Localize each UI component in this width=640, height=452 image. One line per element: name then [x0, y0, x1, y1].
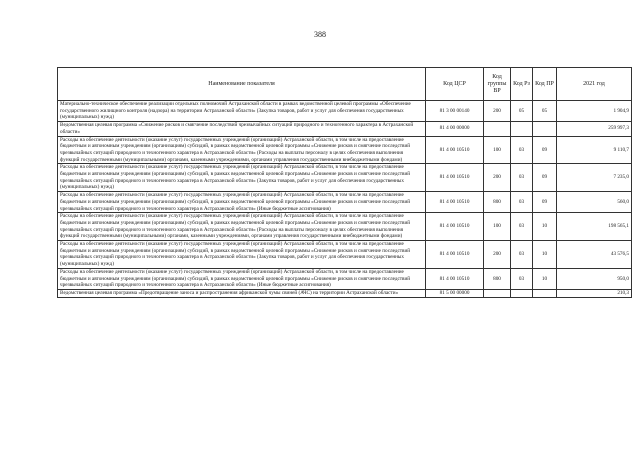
row-pr: 10	[533, 241, 557, 269]
row-amount: 198 565,1	[557, 213, 632, 241]
row-amount: 560,0	[557, 192, 632, 213]
row-pr: 05	[533, 101, 557, 122]
row-name: Ведомственная целевая программа «Снижение рисков и смягчение последствий чрезвычайных ситуаций природного и техногенного характера в Астраханской области»	[58, 122, 426, 136]
row-name: Расходы на обеспечение деятельности (оказание услуг) государственных учреждений (организаций) Астраханской области, в том числе на предоставление бюджетным и автономным учреждениям (организациям) субсидий, в рамках ведомственной целевой программы «Снижение рисков и смягчение последствий чрезвычайных ситуаций природного и техногенного характера в Астраханской области» (Закупка товаров, работ и услуг для обеспечения государственных (муниципальных) нужд)	[58, 241, 426, 269]
header-year: 2021 год	[557, 68, 632, 101]
row-csr: 81 4 00 00000	[426, 122, 484, 136]
row-name: Расходы на обеспечение деятельности (оказание услуг) государственных учреждений (организаций) Астраханской области, в том числе на предоставление бюджетным и автономным учреждениям (организациям) субсидий, в рамках ведомственной целевой программы «Снижение рисков и смягчение последствий чрезвычайных ситуаций природного и техногенного характера в Астраханской области» (Расходы на выплаты персоналу в целях обеспечения выполнения функций государственными (муниципальными) органами, казенными учреждениями, органами управления государственными внебюджетными фондами)	[58, 136, 426, 164]
row-amount: 1 904,9	[557, 101, 632, 122]
row-amount: 43 576,5	[557, 241, 632, 269]
table-row	[58, 268, 632, 289]
table-row	[58, 136, 632, 164]
budget-table	[57, 67, 632, 298]
row-pr	[533, 122, 557, 136]
row-csr: 81 4 00 10510	[426, 213, 484, 241]
row-rz: 03	[511, 241, 533, 269]
row-name: Ведомственная целевая программа «Предотвращение заноса и распространения африканской чумы свиней (АЧС) на территории Астраханской области»	[58, 289, 426, 297]
row-rz	[511, 289, 533, 297]
table-row	[58, 289, 632, 297]
header-csr: Код ЦСР	[426, 68, 484, 101]
row-rz: 05	[511, 101, 533, 122]
row-pr	[533, 289, 557, 297]
row-rz: 03	[511, 164, 533, 192]
row-vr: 100	[484, 213, 511, 241]
row-pr: 10	[533, 268, 557, 289]
row-pr: 09	[533, 136, 557, 164]
row-amount: 259 997,3	[557, 122, 632, 136]
row-pr: 09	[533, 164, 557, 192]
row-name: Расходы на обеспечение деятельности (оказание услуг) государственных учреждений (организаций) Астраханской области, в том числе на предоставление бюджетным и автономным учреждениям (организациям) субсидий, в рамках ведомственной целевой программы «Снижение рисков и смягчение последствий чрезвычайных ситуаций природного и техногенного характера в Астраханской области» (Закупка товаров, работ и услуг для обеспечения государственных (муниципальных) нужд)	[58, 164, 426, 192]
row-vr	[484, 122, 511, 136]
row-csr: 81 4 00 10510	[426, 268, 484, 289]
row-rz: 03	[511, 268, 533, 289]
row-pr: 09	[533, 192, 557, 213]
row-rz: 03	[511, 136, 533, 164]
row-vr: 200	[484, 241, 511, 269]
row-vr: 800	[484, 268, 511, 289]
row-name: Расходы на обеспечение деятельности (оказание услуг) государственных учреждений (организаций) Астраханской области, в том числе на предоставление бюджетным и автономным учреждениям (организациям) субсидий, в рамках ведомственной целевой программы «Снижение рисков и смягчение последствий чрезвычайных ситуаций природного и техногенного характера в Астраханской области» (Иные бюджетные ассигнования)	[58, 268, 426, 289]
row-name: Расходы на обеспечение деятельности (оказание услуг) государственных учреждений (организаций) Астраханской области, в том числе на предоставление бюджетным и автономным учреждениям (организациям) субсидий, в рамках ведомственной целевой программы «Снижение рисков и смягчение последствий чрезвычайных ситуаций природного и техногенного характера в Астраханской области» (Расходы на выплаты персоналу в целях обеспечения выполнения функций государственными (муниципальными) органами, казенными учреждениями, органами управления государственными внебюджетными фондами)	[58, 213, 426, 241]
table-row	[58, 213, 632, 241]
table-row	[58, 122, 632, 136]
row-csr: 81 3 00 00140	[426, 101, 484, 122]
row-csr: 81 4 00 10510	[426, 192, 484, 213]
table-row	[58, 101, 632, 122]
row-rz	[511, 122, 533, 136]
row-vr: 800	[484, 192, 511, 213]
row-csr: 81 4 00 10510	[426, 136, 484, 164]
row-name: Расходы на обеспечение деятельности (оказание услуг) государственных учреждений (организаций) Астраханской области, в том числе на предоставление бюджетным и автономным учреждениям (организациям) субсидий, в рамках ведомственной целевой программы «Снижение рисков и смягчение последствий чрезвычайных ситуаций природного и техногенного характера в Астраханской области» (Иные бюджетные ассигнования)	[58, 192, 426, 213]
row-name: Материально-техническое обеспечение реализации отдельных полномочий Астраханской области в рамках ведомственной целевой программы «Обеспечение государственного жилищного контроля (надзора) на территории Астраханской области» (Закупка товаров, работ и услуг для обеспечения государственных (муниципальных) нужд)	[58, 101, 426, 122]
row-amount: 210,3	[557, 289, 632, 297]
row-vr: 100	[484, 136, 511, 164]
table-header-row	[58, 68, 632, 101]
row-csr: 81 4 00 10510	[426, 241, 484, 269]
table-row	[58, 241, 632, 269]
row-csr: 81 4 00 10510	[426, 164, 484, 192]
row-csr: 81 5 00 00000	[426, 289, 484, 297]
table-row	[58, 164, 632, 192]
header-rz: Код Рз	[511, 68, 533, 101]
row-rz: 03	[511, 192, 533, 213]
row-vr: 200	[484, 101, 511, 122]
table-row	[58, 192, 632, 213]
row-pr: 10	[533, 213, 557, 241]
page-number: 388	[314, 30, 326, 39]
row-vr: 200	[484, 164, 511, 192]
row-rz: 03	[511, 213, 533, 241]
header-vr: Код группы ВР	[484, 68, 511, 101]
row-amount: 7 235,0	[557, 164, 632, 192]
row-vr	[484, 289, 511, 297]
row-amount: 9 110,7	[557, 136, 632, 164]
header-name: Наименование показателя	[58, 68, 426, 101]
row-amount: 950,0	[557, 268, 632, 289]
header-pr: Код ПР	[533, 68, 557, 101]
